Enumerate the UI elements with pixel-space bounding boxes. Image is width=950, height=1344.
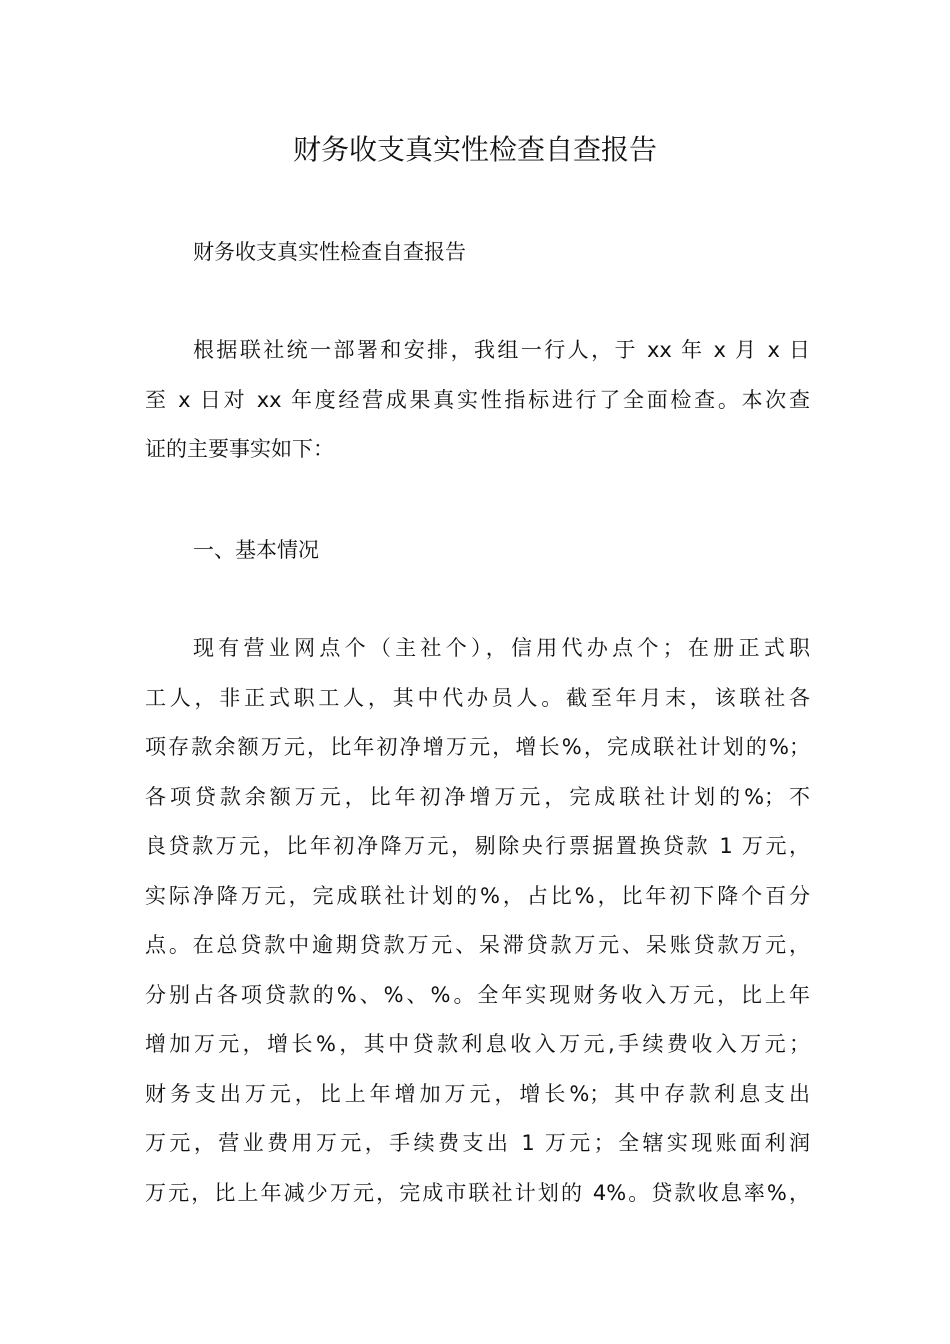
- body-line: 分别占各项贷款的%、%、%。全年实现财务收入万元，比上年: [145, 982, 810, 1007]
- intro-line: 根据联社统一部署和安排，我组一行人，于 xx 年 x 月 x 日: [193, 338, 810, 362]
- intro-paragraph: [145, 326, 810, 475]
- body-line: 项存款余额万元，比年初净增万元，增长%，完成联社计划的%；: [145, 735, 810, 759]
- body-line: 点。在总贷款中逾期贷款万元、呆滞贷款万元、呆账贷款万元，: [145, 933, 810, 957]
- intro-line: 至 x 日对 xx 年度经营成果真实性指标进行了全面检查。本次查: [145, 387, 810, 412]
- body-line: 万元，比上年减少万元，完成市联社计划的 4%。贷款收息率%，: [145, 1180, 810, 1205]
- body-paragraph: [145, 624, 810, 1218]
- body-line: 财务支出万元，比上年增加万元，增长%；其中存款利息支出: [145, 1081, 810, 1106]
- intro-line: 证的主要事实如下：: [145, 437, 334, 461]
- body-line: 良贷款万元，比年初净降万元，剔除央行票据置换贷款 1 万元，: [145, 834, 810, 858]
- body-line: 实际净降万元，完成联社计划的%，占比%，比年初下降个百分: [145, 883, 810, 908]
- body-line: 各项贷款余额万元，比年初净增万元，完成联社计划的%；不: [145, 784, 810, 809]
- body-line: 增加万元，增长%，其中贷款利息收入万元,手续费收入万元；: [145, 1032, 810, 1056]
- document-subtitle: 财务收支真实性检查自查报告: [193, 240, 466, 264]
- document-title: 财务收支真实性检查自查报告: [292, 133, 657, 166]
- body-line: 工人，非正式职工人，其中代办员人。截至年月末，该联社各: [145, 685, 810, 710]
- body-line: 现有营业网点个（主社个），信用代办点个；在册正式职: [193, 636, 810, 660]
- body-line: 万元，营业费用万元，手续费支出 1 万元；全辖实现账面利润: [145, 1131, 810, 1155]
- section-heading: 一、基本情况: [193, 538, 319, 562]
